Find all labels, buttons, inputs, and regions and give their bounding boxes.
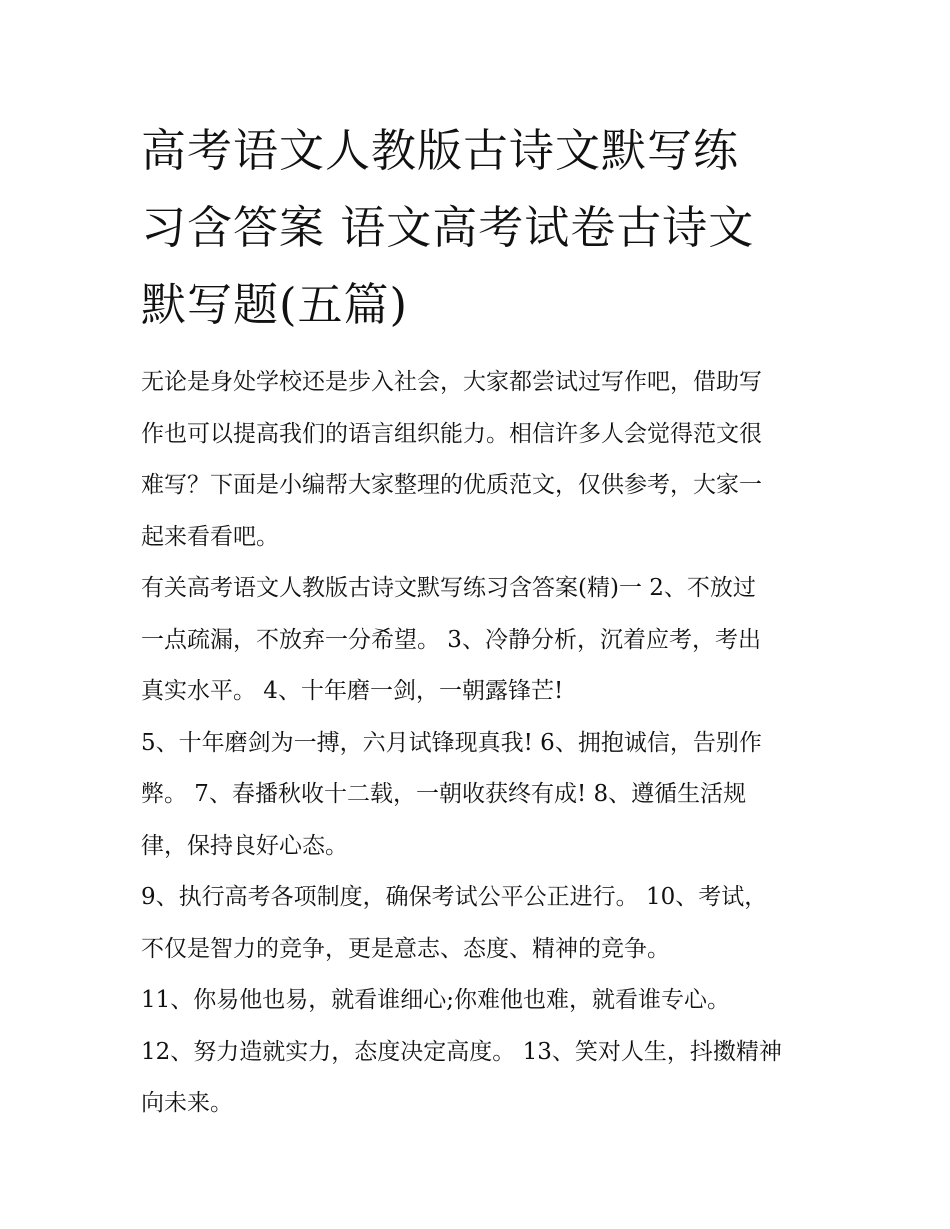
- text-line: 11、你易他也易，就看谁细心;你难他也难，就看谁专心。: [141, 987, 731, 1013]
- text-line: 5、十年磨剑为一搏，六月试锋现真我! 6、拥抱诚信，告别作: [141, 729, 762, 756]
- text-line: 起来看看吧。: [141, 523, 279, 550]
- title-line: 习含答案 语文高考试卷古诗文: [141, 201, 755, 254]
- paragraph-slogans-2: [141, 718, 813, 873]
- paragraph-slogans-1: [141, 563, 813, 718]
- document-body: [141, 357, 813, 1130]
- text-line: 无论是身处学校还是步入社会，大家都尝试过写作吧，借助写: [141, 369, 762, 395]
- paragraph-intro: [141, 357, 813, 563]
- text-line: 律，保持良好心态。: [141, 832, 348, 859]
- title-line: 默写题(五篇): [141, 278, 409, 331]
- text-line: 向未来。: [141, 1090, 233, 1116]
- text-line: 9、执行高考各项制度，确保考试公平公正进行。 10、考试，: [141, 884, 768, 910]
- paragraph-slogans-3: [141, 872, 813, 975]
- text-line: 作也可以提高我们的语言组织能力。相信许多人会觉得范文很: [141, 420, 762, 447]
- document-title: [141, 112, 813, 343]
- text-line: 不仅是智力的竞争，更是意志、态度、精神的竞争。: [141, 935, 670, 962]
- text-line: 弊。 7、春播秋收十二载，一朝收获终有成! 8、遵循生活规: [141, 781, 747, 807]
- text-line: 难写？下面是小编帮大家整理的优质范文，仅供参考，大家一: [141, 472, 762, 498]
- text-line: 一点疏漏，不放弃一分希望。 3、冷静分析，沉着应考，考出: [141, 626, 761, 653]
- text-line: 真实水平。 4、十年磨一剑，一朝露锋芒!: [141, 678, 564, 704]
- document-page: [141, 112, 813, 1130]
- title-line: 高考语文人教版古诗文默写练: [141, 124, 740, 177]
- paragraph-slogans-4: [141, 975, 813, 1027]
- text-line: 有关高考语文人教版古诗文默写练习含答案(精)一 2、不放过: [141, 575, 756, 601]
- paragraph-slogans-5: [141, 1027, 813, 1130]
- text-line: 12、努力造就实力，态度决定高度。 13、笑对人生，抖擞精神: [141, 1038, 782, 1065]
